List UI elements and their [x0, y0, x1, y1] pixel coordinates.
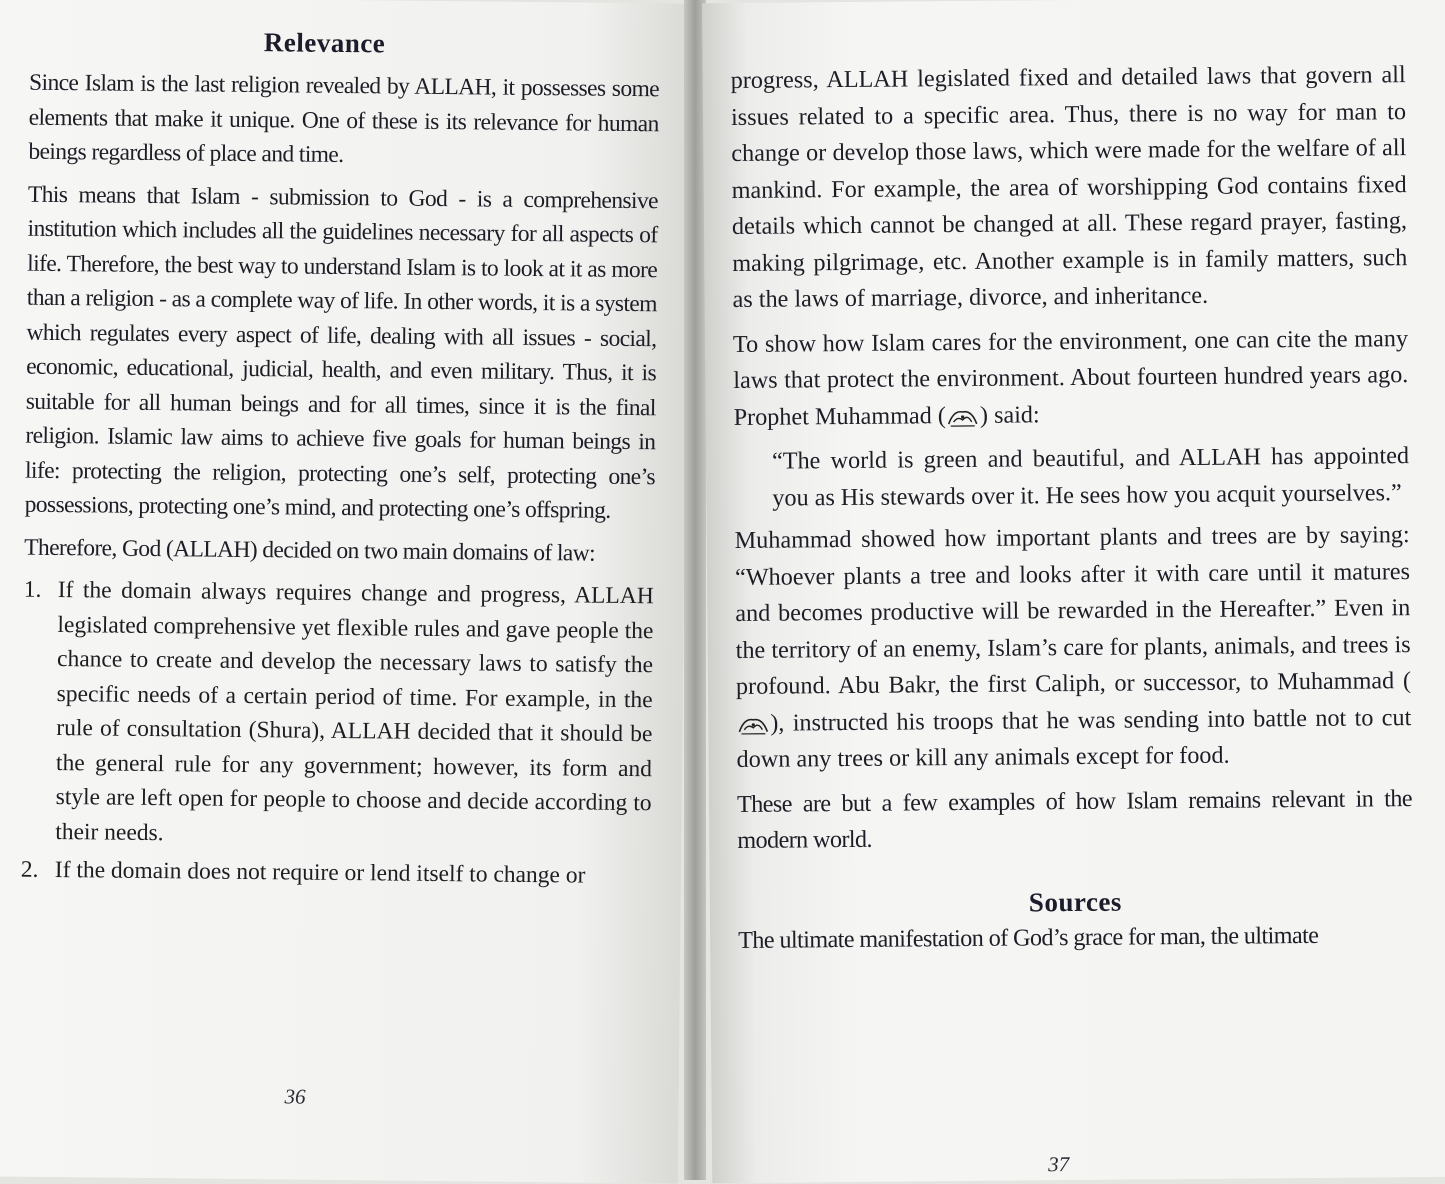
paragraph-plants — [735, 517, 1412, 778]
paragraph-examples: These are but a few examples of how Islam remains relevant in the modern world. — [736, 784, 1413, 854]
list-item-text: If the domain does not require or lend itself to change or — [54, 857, 586, 889]
section-title-relevance: Relevance — [263, 27, 386, 59]
paragraph-two-domains: Therefore, God (ALLAH) decided on two main domains of law: — [24, 534, 596, 567]
plants-text-a: Muhammad showed how important plants and trees are by saying: “Whoever plants a tree and looks after it with care until it matures and becomes productive will be rewarded in the Hereafter.” Even in the territory of an enemy, Islam’s care for plants, animals, and trees is profound. Abu Bakr, the first Caliph, or successor, to Muhammad ( — [734, 521, 1412, 700]
environment-text: To show how Islam cares for the environment, one can cite the many laws that protect the environment. About fourteen hundred years ago. Prophet Muhammad ( — [732, 324, 1409, 431]
domains-list — [21, 573, 654, 894]
right-page — [702, 0, 1445, 1183]
section-title-sources: Sources — [1028, 886, 1122, 917]
list-item-text: If the domain always requires change and progress, ALLAH legislated comprehensive yet flexible rules and gave people the chance to create and develop the necessary laws to satisfy the specific needs of a certain period of time. For example, in the rule of consultation (Shura), ALLAH decided that it should be the general rule for any government; however, its form and style are left open for people to choose and decide according to their needs. — [55, 577, 654, 846]
list-item — [21, 573, 654, 856]
page-number-left: 36 — [284, 1084, 306, 1109]
salutation-seal-icon — [946, 404, 980, 430]
list-number: 1. — [23, 576, 42, 603]
page-number-right: 37 — [1048, 1152, 1070, 1177]
paragraph-intro: Since Islam is the last religion revealed by ALLAH, it possesses some elements that make it unique. One of these is its relevance for human beings regardless of place and time. — [28, 69, 660, 168]
paragraph-sources: The ultimate manifestation of God’s grace for man, the ultimate — [738, 921, 1319, 954]
salutation-seal-icon — [736, 712, 770, 738]
paragraph-fixed-laws: progress, ALLAH legislated fixed and detailed laws that govern all issues related to a specific area. Thus, there is no way for man to change or develop those laws, which were made for the welfare of all mankind. For example, the area of worshipping God contains fixed details which cannot be changed at all. These regard prayer, fasting, making pilgrimage, etc. Another example is in family matters, such as the laws of marriage, divorce, and inheritance. — [730, 61, 1408, 313]
plants-text-b: ), instructed his troops that he was sending into battle not to cut down any trees or kill any animals except for food. — [736, 703, 1412, 773]
left-page — [0, 0, 690, 1184]
paragraph-environment — [733, 321, 1409, 436]
hadith-quote: “The world is green and beautiful, and ALLAH has appointed you as His stewards over it. He sees how you acquit yourselves.” — [771, 442, 1410, 512]
list-number: 2. — [20, 856, 39, 883]
paragraph-comprehensive: This means that Islam - submission to God - is a comprehensive institution which includes all the guidelines necessary for all aspects of life. Therefore, the best way to understand Islam is to look at it as more than a religion - as a complete way of life. In other words, it is a system which regulates every aspect of life, dealing with all issues - social, economic, educational, judicial, health, and even military. Thus, it is suitable for all human beings and for all times, since it is the final religion. Islamic law aims to achieve five goals for human beings in life: protecting the religion, protecting one’s self, protecting one’s possessions, protecting one’s mind, and protecting one’s offspring. — [24, 181, 659, 524]
said-suffix: ) said: — [979, 400, 1040, 429]
list-item — [21, 853, 651, 894]
